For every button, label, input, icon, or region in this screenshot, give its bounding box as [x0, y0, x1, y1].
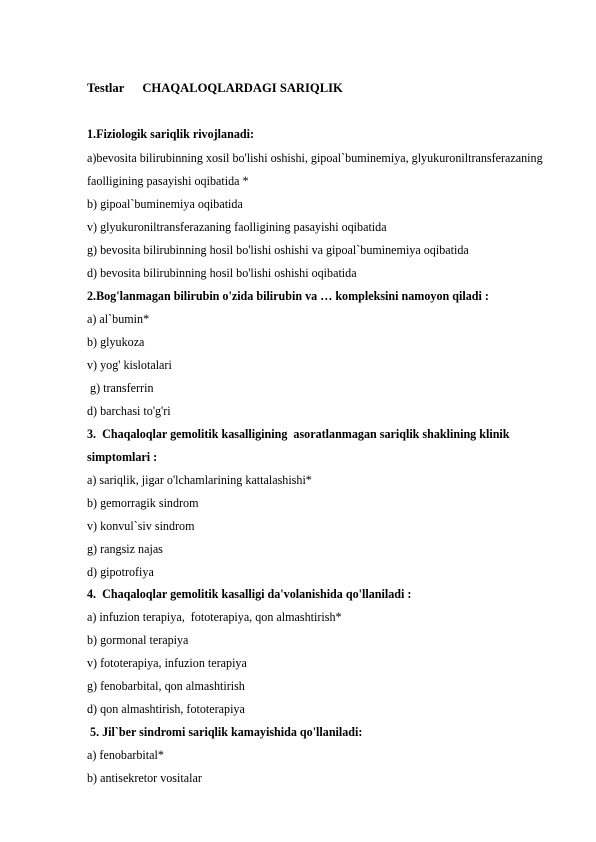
- question-1-option-g: g) bevosita bilirubinning hosil bo'lishi oshishi va gipoal`buminemiya oqibatida: [87, 243, 469, 257]
- question-4-option-b: b) gormonal terapiya: [87, 633, 189, 647]
- question-4-option-g: g) fenobarbital, qon almashtirish: [87, 679, 245, 693]
- document-title: [87, 80, 343, 96]
- question-4-heading: 4. Chaqaloqlar gemolitik kasalligi da'volanishida qo'llaniladi :: [87, 587, 412, 601]
- question-2-option-d: d) barchasi to'g'ri: [87, 404, 171, 418]
- question-4-option-v: v) fototerapiya, infuzion terapiya: [87, 656, 247, 670]
- question-5-option-a: a) fenobarbital*: [87, 748, 164, 762]
- question-4-option-d: d) qon almashtirish, fototerapiya: [87, 702, 245, 716]
- question-3-option-b: b) gemorragik sindrom: [87, 496, 199, 510]
- question-2-option-a: a) al`bumin*: [87, 312, 150, 326]
- question-1-option-b: b) gipoal`buminemiya oqibatida: [87, 197, 243, 211]
- title-text: CHAQALOQLARDAGI SARIQLIK: [142, 81, 343, 95]
- question-3-option-a: a) sariqlik, jigar o'lchamlarining kattalashishi*: [87, 473, 312, 487]
- question-3-option-g: g) rangsiz najas: [87, 542, 163, 556]
- question-5-option-b: b) antisekretor vositalar: [87, 771, 202, 785]
- question-1-option-a: a)bevosita bilirubinning xosil bo'lishi oshishi, gipoal`buminemiya, glyukuroniltransferazaning: [87, 151, 543, 165]
- question-3-heading-cont: simptomlari :: [87, 450, 158, 464]
- question-3-option-v: v) konvul`siv sindrom: [87, 519, 195, 533]
- question-1-option-d: d) bevosita bilirubinning hosil bo'lishi oshishi oqibatida: [87, 266, 357, 280]
- title-prefix: Testlar: [87, 81, 125, 95]
- question-5-heading: 5. Jil`ber sindromi sariqlik kamayishida qo'llaniladi:: [87, 725, 363, 739]
- question-3-option-d: d) gipotrofiya: [87, 565, 154, 579]
- question-2-option-g: g) transferrin: [87, 381, 154, 395]
- question-2-heading: 2.Bog'lanmagan bilirubin o'zida bilirubin va … kompleksini namoyon qiladi :: [87, 289, 489, 303]
- question-1-option-v: v) glyukuroniltransferazaning faolligining pasayishi oqibatida: [87, 220, 387, 234]
- question-1-heading: 1.Fiziologik sariqlik rivojlanadi:: [87, 127, 254, 141]
- question-2-option-b: b) glyukoza: [87, 335, 145, 349]
- question-4-option-a: a) infuzion terapiya, fototerapiya, qon almashtirish*: [87, 610, 342, 624]
- question-2-option-v: v) yog' kislotalari: [87, 358, 172, 372]
- question-1-option-a-cont: faolligining pasayishi oqibatida *: [87, 174, 249, 188]
- question-3-heading: 3. Chaqaloqlar gemolitik kasalligining asoratlanmagan sariqlik shaklining klinik: [87, 427, 510, 441]
